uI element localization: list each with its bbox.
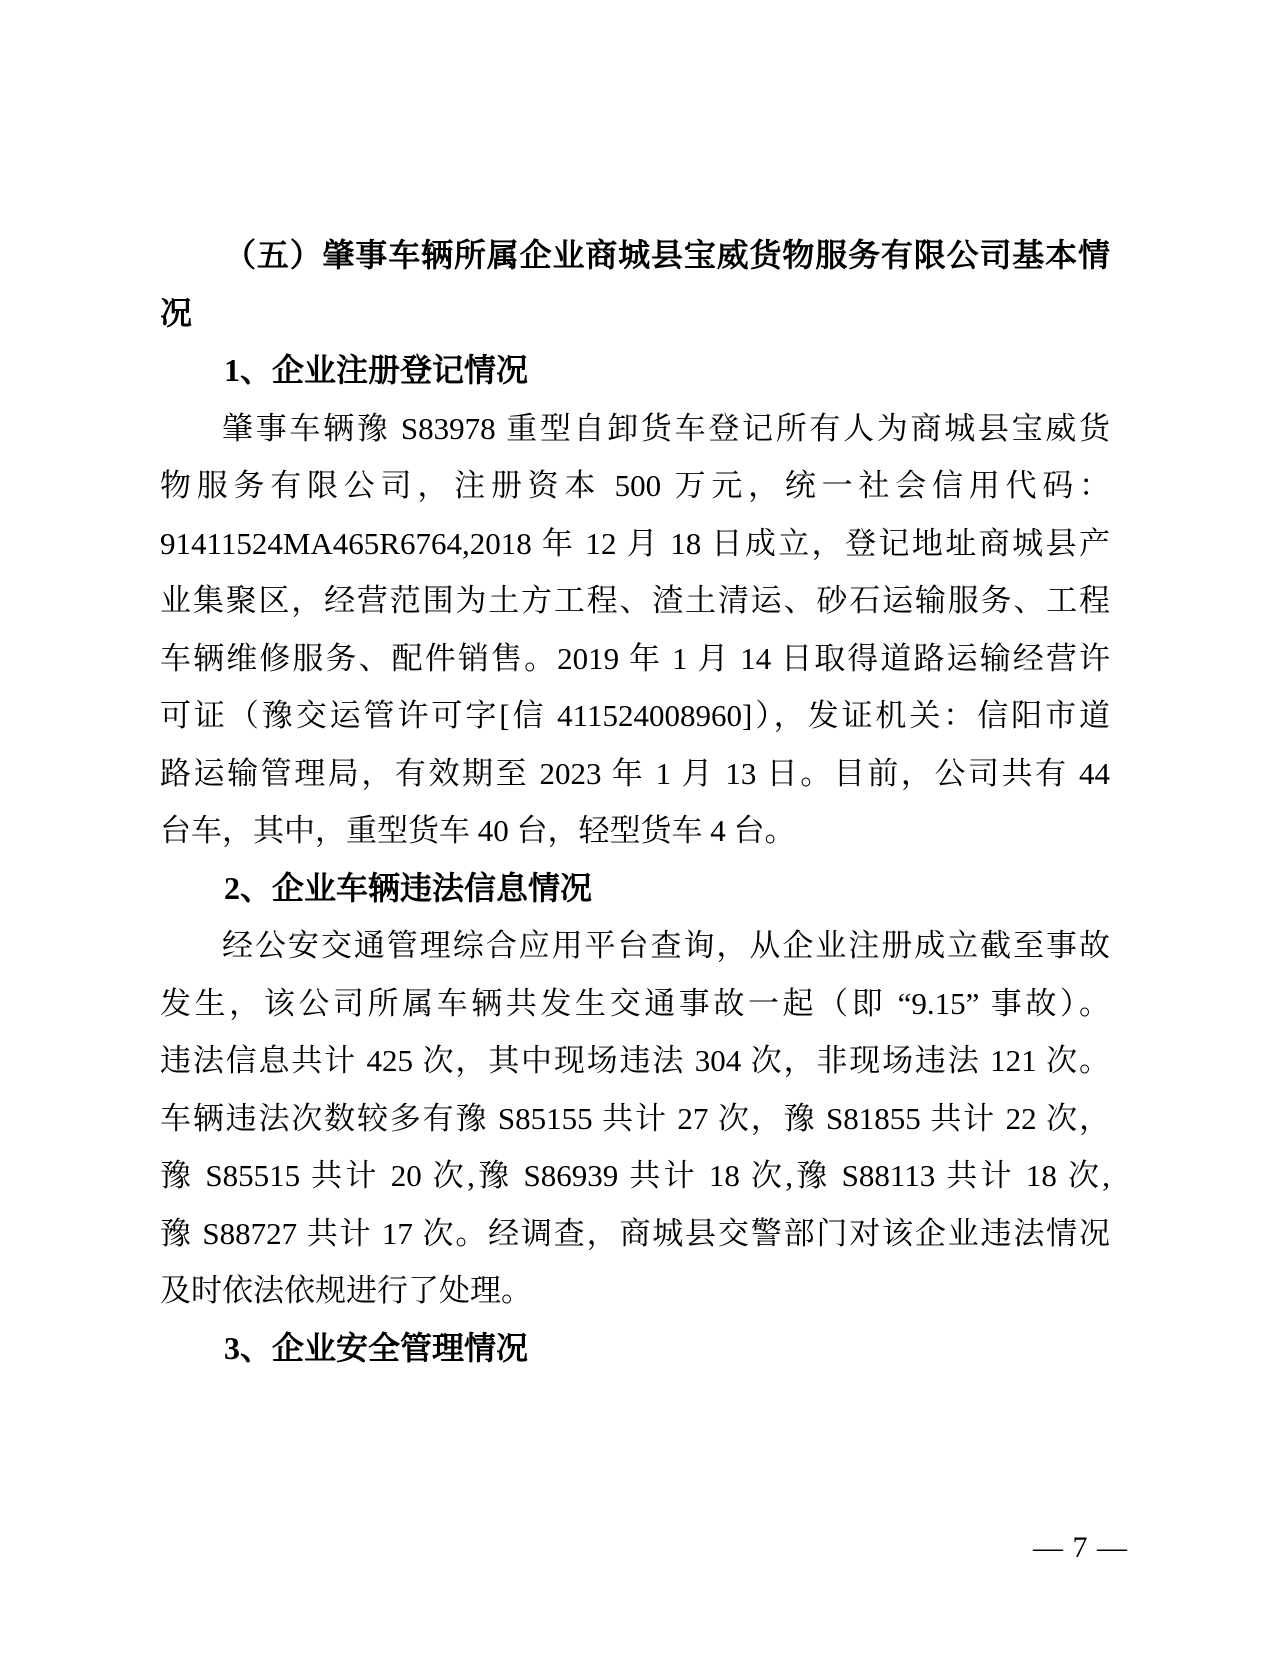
subsection-1-heading: 1、企业注册登记情况 bbox=[224, 352, 529, 388]
section-5-heading-line2: 况 bbox=[160, 294, 193, 331]
page-number: — 7 — bbox=[1033, 1531, 1128, 1564]
document-page-body bbox=[160, 227, 1110, 1377]
paragraph-line: 豫 S88727 共计 17 次。经调查，商城县交警部门对该企业违法情况 bbox=[160, 1215, 1110, 1251]
paragraph-line: 违法信息共计 425 次，其中现场违法 304 次，非现场违法 121 次。 bbox=[160, 1043, 1110, 1078]
paragraph-line: 肇事车辆豫 S83978 重型自卸货车登记所有人为商城县宝威货 bbox=[222, 410, 1110, 446]
paragraph-line: 及时依法依规进行了处理。 bbox=[160, 1273, 532, 1308]
section-5-heading-line1: （五）肇事车辆所属企业商城县宝威货物服务有限公司基本情 bbox=[224, 237, 1110, 273]
paragraph-line: 路运输管理局，有效期至 2023 年 1 月 13 日。目前，公司共有 44 bbox=[160, 755, 1110, 791]
paragraph-line: 经公安交通管理综合应用平台查询，从企业注册成立截至事故 bbox=[222, 928, 1110, 963]
paragraph-line: 发生，该公司所属车辆共发生交通事故一起（即 “9.15” 事故）。 bbox=[160, 985, 1110, 1021]
paragraph-line: 车辆维修服务、配件销售。2019 年 1 月 14 日取得道路运输经营许 bbox=[160, 640, 1110, 676]
paragraph-line: 业集聚区，经营范围为土方工程、渣土清运、砂石运输服务、工程 bbox=[160, 583, 1110, 618]
paragraph-line: 豫 S85515 共计 20 次,豫 S86939 共计 18 次,豫 S88113 共计 18 次, bbox=[160, 1158, 1110, 1193]
paragraph-line: 车辆违法次数较多有豫 S85155 共计 27 次，豫 S81855 共计 22 次， bbox=[160, 1100, 1110, 1136]
paragraph-line: 物服务有限公司，注册资本 500 万元，统一社会信用代码： bbox=[160, 468, 1110, 503]
paragraph-line: 台车，其中，重型货车 40 台，轻型货车 4 台。 bbox=[160, 813, 796, 848]
subsection-2-heading: 2、企业车辆违法信息情况 bbox=[224, 869, 593, 906]
paragraph-line: 91411524MA465R6764,2018 年 12 月 18 日成立，登记地址商城县产 bbox=[160, 525, 1110, 561]
subsection-3-heading: 3、企业安全管理情况 bbox=[224, 1329, 529, 1366]
paragraph-line: 可证（豫交运管许可字[信 411524008960]），发证机关：信阳市道 bbox=[160, 698, 1110, 733]
